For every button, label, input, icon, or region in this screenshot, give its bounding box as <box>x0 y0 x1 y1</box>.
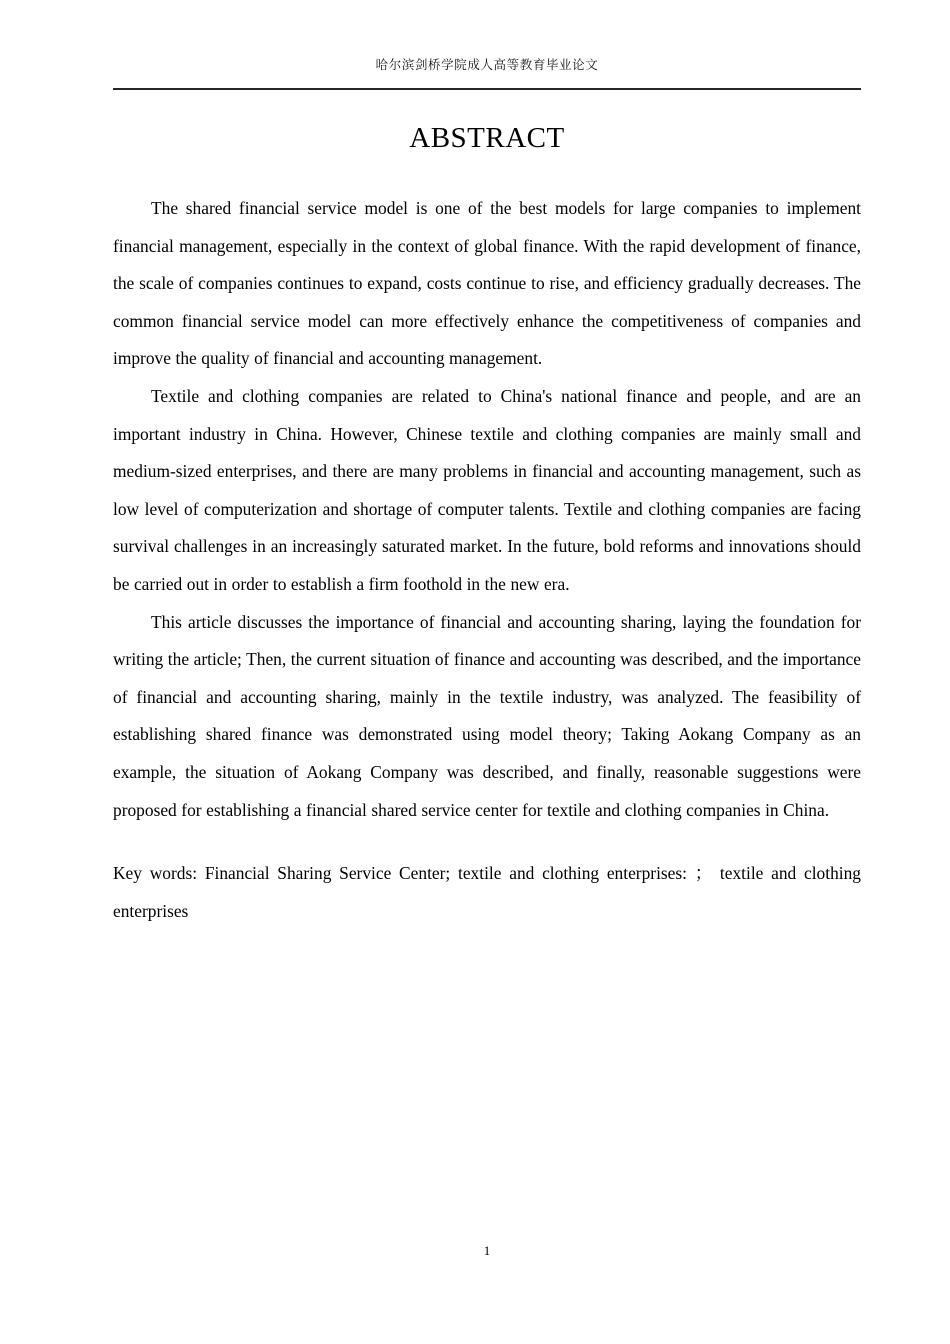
page-number: 1 <box>483 1243 491 1258</box>
page-title: ABSTRACT <box>409 122 565 154</box>
running-header-text: 哈尔滨剑桥学院成人高等教育毕业论文 <box>375 57 599 72</box>
abstract-paragraph-2: Textile and clothing companies are related to China's national finance and people, and are an important industry in China. However, Chinese textile and clothing companies are mainly small and medium-sized enterprises, and there are many problems in financial and accounting management, such as low level of computerization and shortage of computer talents. Textile and clothing companies are facing survival challenges in an increasingly saturated market. In the future, bold reforms and innovations should be carried out in order to establish a firm foothold in the new era. <box>113 385 861 594</box>
header-divider-rule <box>113 88 861 90</box>
abstract-paragraph-1: The shared financial service model is one of the best models for large companies to implement financial management, especially in the context of global finance. With the rapid development of finance, the scale of companies continues to expand, costs continue to rise, and efficiency gradually decreases. The common financial service model can more effectively enhance the competitiveness of companies and improve the quality of financial and accounting management. <box>113 198 861 369</box>
keywords-line: Key words: Financial Sharing Service Center; textile and clothing enterprises: ； textile and clothing enterprises <box>113 863 861 921</box>
abstract-paragraph-3: This article discusses the importance of financial and accounting sharing, laying the foundation for writing the article; Then, the current situation of finance and accounting was described, and the importance of financial and accounting sharing, mainly in the textile industry, was analyzed. The feasibility of establishing shared finance was demonstrated using model theory; Taking Aokang Company as an example, the situation of Aokang Company was described, and finally, reasonable suggestions were proposed for establishing a financial shared service center for textile and clothing companies in China. <box>113 611 861 820</box>
abstract-body <box>113 190 861 930</box>
running-header <box>113 56 861 74</box>
